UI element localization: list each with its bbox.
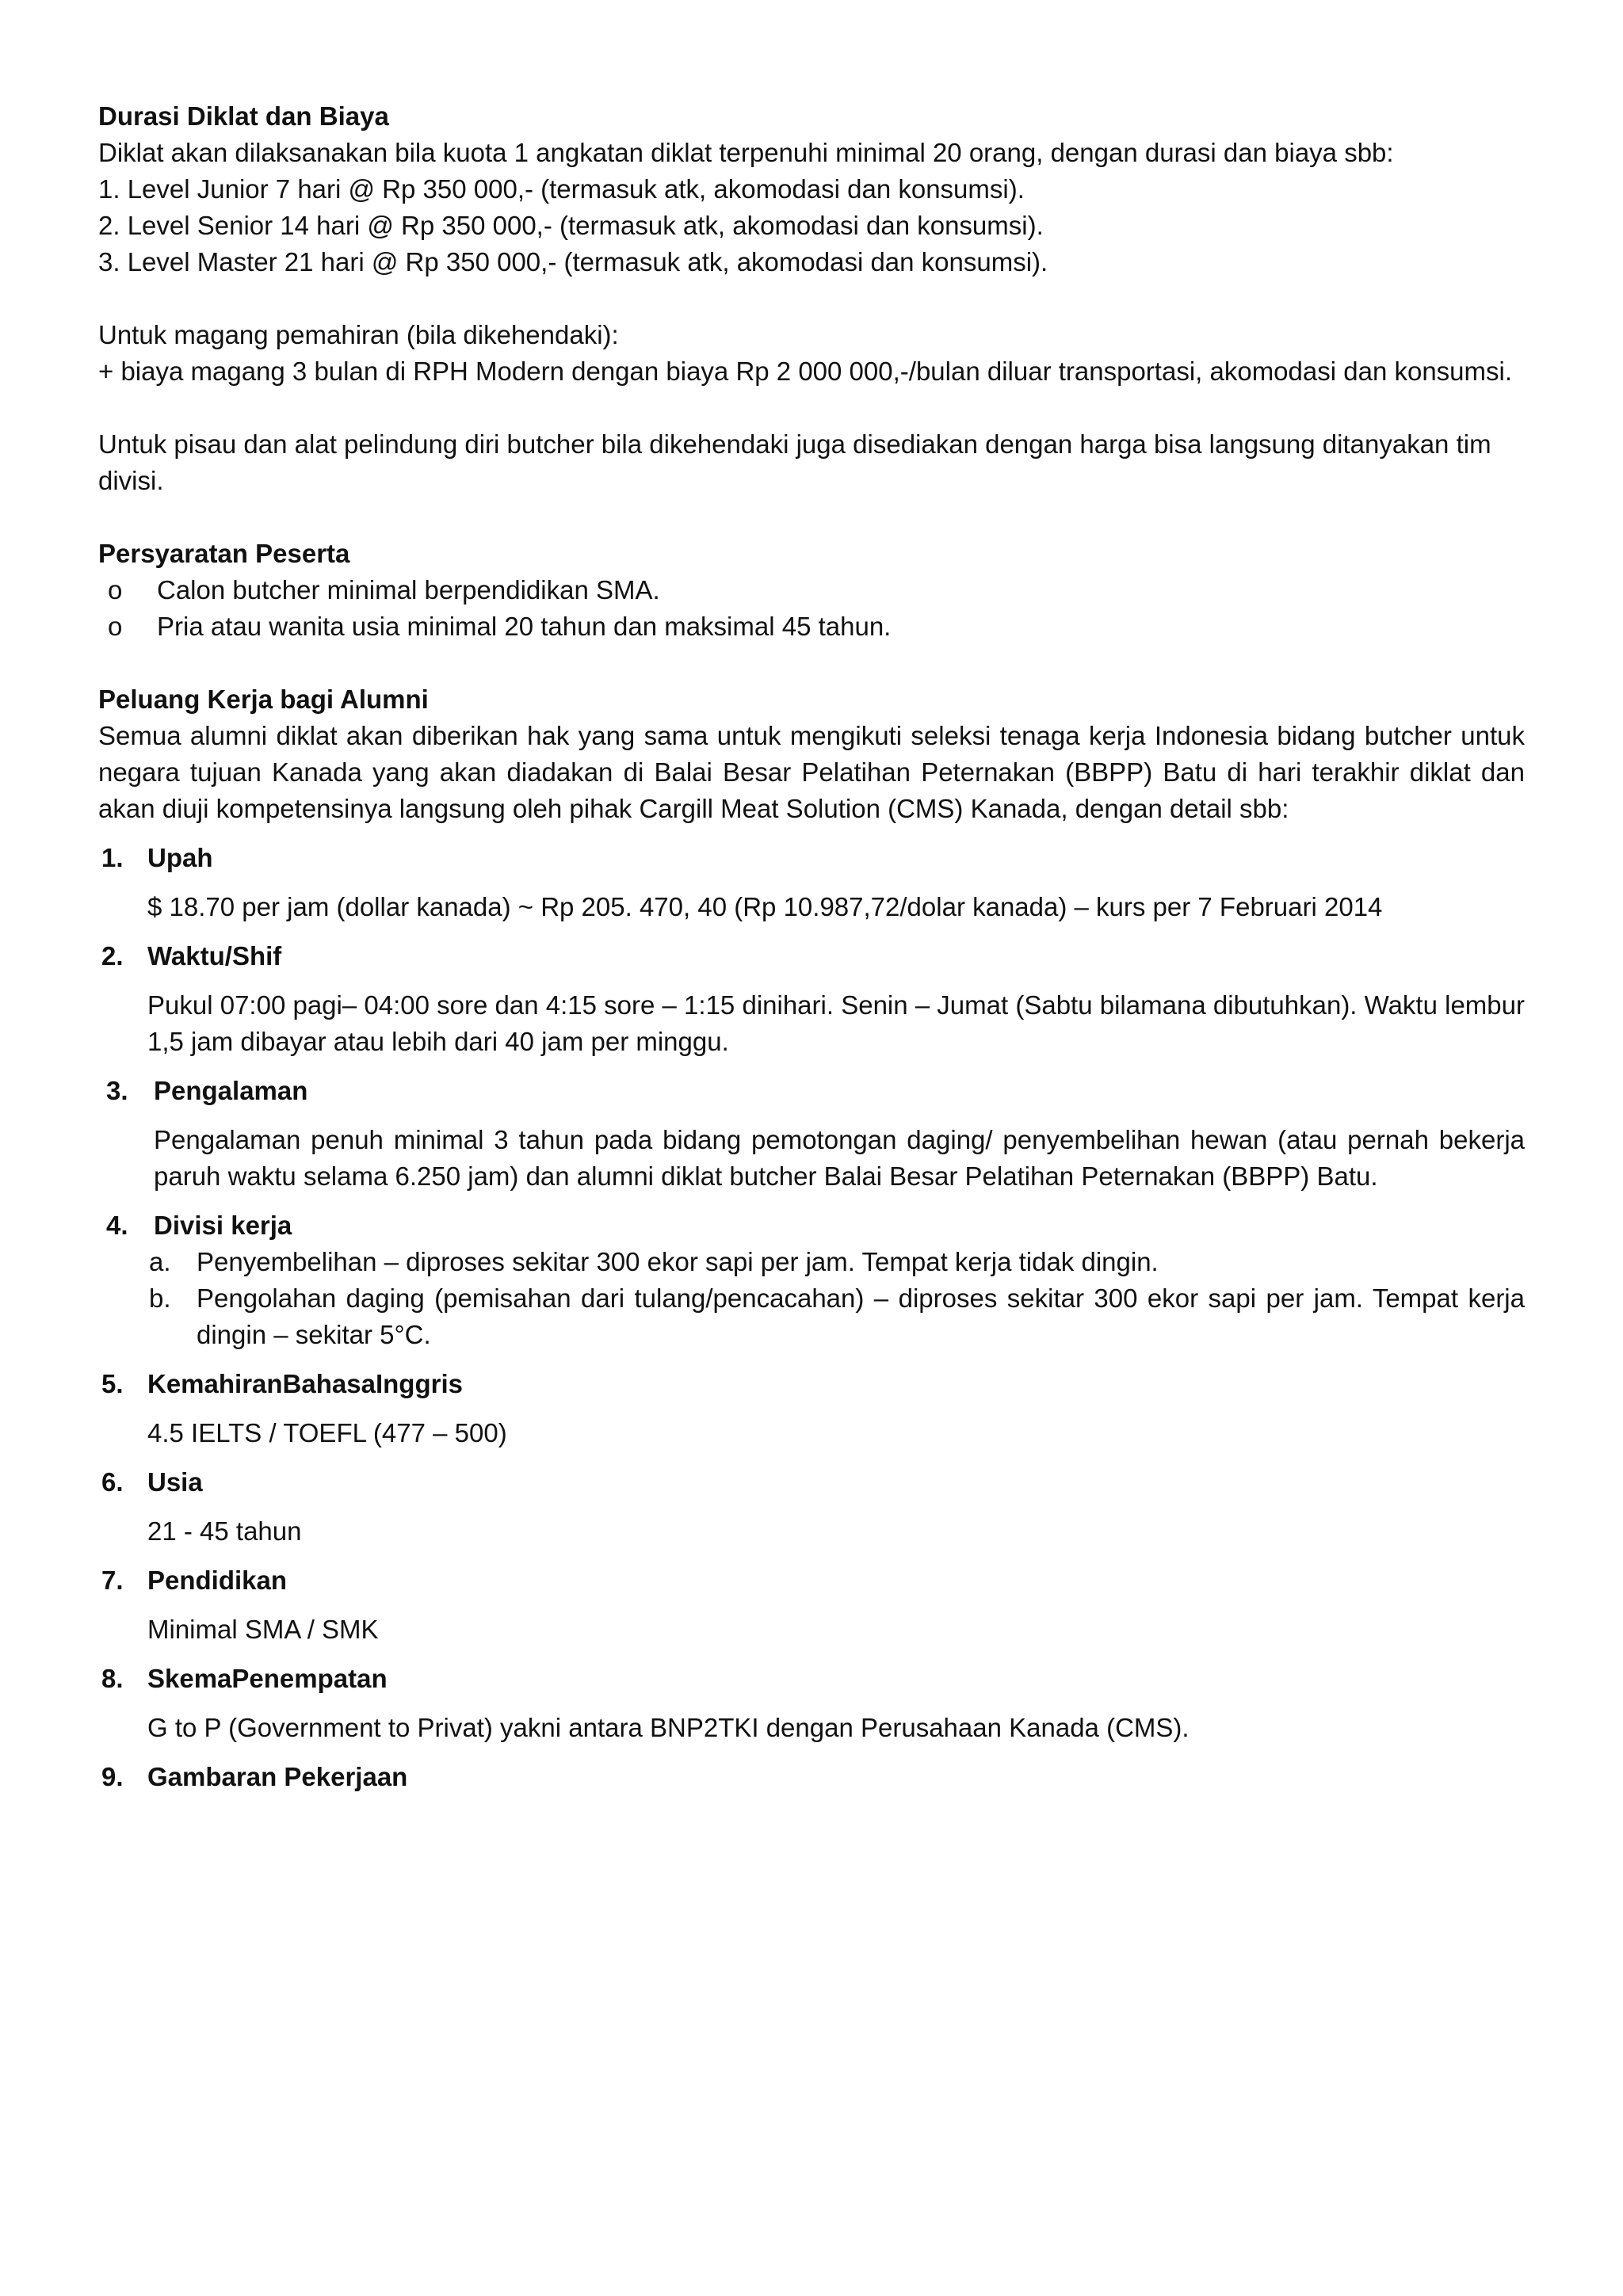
section-title: Pendidikan xyxy=(147,1566,288,1595)
pisau-paragraph: Untuk pisau dan alat pelindung diri butcher bila dikehendaki juga disediakan dengan harga bisa langsung ditanyakan tim divisi. xyxy=(98,429,1491,495)
peluang-heading: Peluang Kerja bagi Alumni xyxy=(98,685,429,714)
section-body: Minimal SMA / SMK xyxy=(147,1615,379,1644)
spacer xyxy=(98,390,1525,426)
divisi-sub-list xyxy=(147,1244,1525,1353)
persyaratan-item-text: Calon butcher minimal berpendidikan SMA. xyxy=(157,575,660,605)
section-number: 6. xyxy=(101,1467,124,1497)
sub-item-letter: b. xyxy=(149,1283,171,1313)
section-number: 1. xyxy=(101,843,124,872)
persyaratan-heading: Persyaratan Peserta xyxy=(98,539,350,568)
section-body: G to P (Government to Privat) yakni antara BNP2TKI dengan Perusahaan Kanada (CMS). xyxy=(147,1713,1190,1742)
peluang-intro: Semua alumni diklat akan diberikan hak yang sama untuk mengikuti seleksi tenaga kerja Indonesia bidang butcher untuk negara tujuan Kanada yang akan diadakan di Balai Besar Pelatihan Peternakan (BBPP) Batu di hari terakhir diklat dan akan diuji kompetensinya langsung oleh pihak Cargill Meat Solution (CMS) Kanada, dengan detail sbb: xyxy=(98,721,1525,823)
section-bahasa-inggris xyxy=(98,1353,1525,1451)
section-number: 5. xyxy=(101,1369,124,1398)
section-heading xyxy=(98,1550,1525,1599)
section-title: Upah xyxy=(147,843,213,872)
section-pengalaman xyxy=(98,1060,1525,1195)
list-item xyxy=(98,572,1525,608)
section-heading xyxy=(98,1648,1525,1697)
section-body: 4.5 IELTS / TOEFL (477 – 500) xyxy=(147,1418,507,1447)
durasi-level-master: 3. Level Master 21 hari @ Rp 350 000,- (termasuk atk, akomodasi dan konsumsi). xyxy=(98,247,1048,277)
section-skema-penempatan xyxy=(98,1648,1525,1746)
sub-item-letter: a. xyxy=(149,1247,171,1276)
section-number: 7. xyxy=(101,1566,124,1595)
section-pendidikan xyxy=(98,1550,1525,1648)
durasi-heading: Durasi Diklat dan Biaya xyxy=(98,101,389,131)
section-heading xyxy=(98,1746,1525,1795)
spacer xyxy=(98,645,1525,681)
section-heading xyxy=(98,1353,1525,1402)
persyaratan-list xyxy=(98,572,1525,645)
section-body: Pengalaman penuh minimal 3 tahun pada bidang pemotongan daging/ penyembelihan hewan (atau pernah bekerja paruh waktu selama 6.250 jam) dan alumni diklat butcher Balai Besar Pelatihan Peternakan (BBPP) Batu. xyxy=(154,1125,1525,1191)
section-number: 9. xyxy=(101,1762,124,1791)
section-title: KemahiranBahasaInggris xyxy=(147,1369,463,1398)
section-heading xyxy=(98,1195,1525,1244)
magang-line-1: Untuk magang pemahiran (bila dikehendaki): xyxy=(98,320,619,349)
section-title: Pengalaman xyxy=(154,1076,308,1105)
section-number: 4. xyxy=(106,1211,128,1240)
section-usia xyxy=(98,1451,1525,1550)
section-title: Gambaran Pekerjaan xyxy=(147,1762,408,1791)
section-heading xyxy=(98,1451,1525,1501)
section-heading xyxy=(98,1060,1525,1109)
sub-item-text: Penyembelihan – diproses sekitar 300 ekor sapi per jam. Tempat kerja tidak dingin. xyxy=(197,1247,1159,1276)
section-number: 8. xyxy=(101,1664,124,1693)
spacer xyxy=(98,499,1525,536)
section-body: 21 - 45 tahun xyxy=(147,1516,302,1546)
section-heading xyxy=(98,925,1525,974)
section-heading xyxy=(98,827,1525,876)
durasi-level-junior: 1. Level Junior 7 hari @ Rp 350 000,- (termasuk atk, akomodasi dan konsumsi). xyxy=(98,174,1025,204)
bullet-icon: o xyxy=(108,575,123,605)
section-body: Pukul 07:00 pagi– 04:00 sore dan 4:15 sore – 1:15 dinihari. Senin – Jumat (Sabtu bilamana dibutuhkan). Waktu lembur 1,5 jam dibayar atau lebih dari 40 jam per minggu. xyxy=(147,990,1525,1056)
persyaratan-item-text: Pria atau wanita usia minimal 20 tahun dan maksimal 45 tahun. xyxy=(157,612,892,641)
section-upah xyxy=(98,827,1525,925)
section-divisi-kerja xyxy=(98,1195,1525,1353)
section-waktu-shif xyxy=(98,925,1525,1060)
section-title: SkemaPenempatan xyxy=(147,1664,388,1693)
spacer xyxy=(98,280,1525,317)
section-body: $ 18.70 per jam (dollar kanada) ~ Rp 205. 470, 40 (Rp 10.987,72/dolar kanada) – kurs per 7 Februari 2014 xyxy=(147,892,1383,921)
section-number: 3. xyxy=(106,1076,128,1105)
durasi-level-senior: 2. Level Senior 14 hari @ Rp 350 000,- (termasuk atk, akomodasi dan konsumsi). xyxy=(98,211,1044,240)
section-gambaran-pekerjaan xyxy=(98,1746,1525,1795)
list-item xyxy=(98,608,1525,645)
durasi-intro: Diklat akan dilaksanakan bila kuota 1 angkatan diklat terpenuhi minimal 20 orang, dengan durasi dan biaya sbb: xyxy=(98,138,1394,167)
section-title: Waktu/Shif xyxy=(147,941,282,971)
bullet-icon: o xyxy=(108,612,123,641)
list-item xyxy=(147,1244,1525,1280)
sub-item-text: Pengolahan daging (pemisahan dari tulang/pencacahan) – diproses sekitar 300 ekor sapi per jam. Tempat kerja dingin – sekitar 5°C. xyxy=(197,1283,1525,1349)
section-title: Divisi kerja xyxy=(154,1211,292,1240)
magang-line-2: + biaya magang 3 bulan di RPH Modern dengan biaya Rp 2 000 000,-/bulan diluar transportasi, akomodasi dan konsumsi. xyxy=(98,357,1513,386)
list-item xyxy=(147,1280,1525,1353)
document-page xyxy=(98,98,1525,1795)
section-title: Usia xyxy=(147,1467,203,1497)
section-number: 2. xyxy=(101,941,124,971)
